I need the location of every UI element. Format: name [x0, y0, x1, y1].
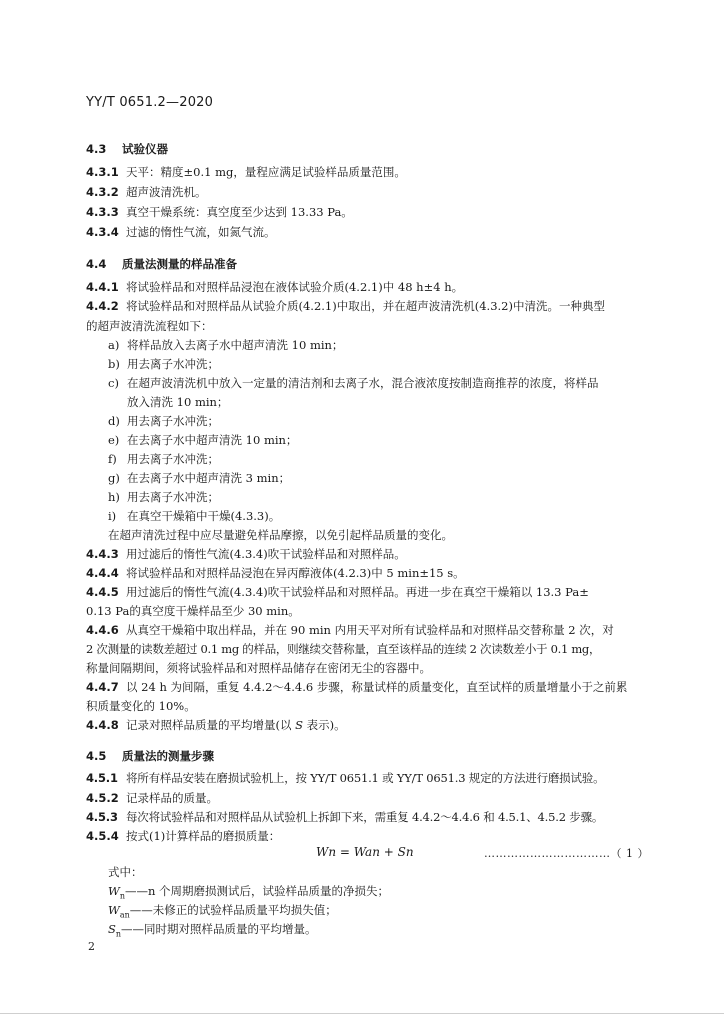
- clause-4-3-1: 4.3.1 天平：精度±0.1 mg，量程应满足试验样品质量范围。: [86, 165, 406, 179]
- clause-4-5-2: 4.5.2 记录样品的质量。: [86, 791, 218, 805]
- section-4-5-heading: 4.5 质量法的测量步骤: [86, 749, 214, 763]
- section-4-3-heading: 4.3 试验仪器: [86, 142, 168, 156]
- clause-4-3-2: 4.3.2 超声波清洗机。: [86, 185, 207, 199]
- clause-4-4-7: 4.4.7 以 24 h 为间隔，重复 4.4.2～4.4.6 步骤，称量试样的质量变化，直至试样的质量增量小于之前累: [86, 680, 628, 694]
- step-c: c) 在超声波清洗机中放入一定量的清洁剂和去离子水，混合液浓度按制造商推荐的浓度，将样品: [108, 376, 599, 390]
- clause-4-5-1: 4.5.1 将所有样品安装在磨损试验机上，按 YY/T 0651.1 或 YY/T 0651.3 规定的方法进行磨损试验。: [86, 771, 605, 785]
- where-label: 式中：: [108, 865, 143, 879]
- clause-4-5-3: 4.5.3 每次将试验样品和对照样品从试验机上拆卸下来，需重复 4.4.2～4.4.6 和 4.5.1、4.5.2 步骤。: [86, 810, 604, 824]
- step-e: e) 在去离子水中超声清洗 10 min；: [108, 433, 298, 447]
- clause-4-4-2-cont: 的超声波清洗流程如下：: [86, 319, 213, 333]
- clause-4-4-5: 4.4.5 用过滤后的惰性气流(4.3.4)吹干试验样品和对照样品。再进一步在真空干燥箱以 13.3 Pa±: [86, 585, 589, 599]
- definition-wn: $W_n——n$ 个周期磨损测试后，试验样品质量的净损失；: [108, 884, 390, 901]
- standard-number: YY/T 0651.2—2020: [86, 95, 214, 110]
- clause-4-3-3: 4.3.3 真空干燥系统：真空度至少达到 13.33 Pa。: [86, 205, 353, 219]
- step-c-cont: 放入清洗 10 min；: [127, 395, 229, 409]
- clause-4-4-6: 4.4.6 从真空干燥箱中取出样品，并在 90 min 内用天平对所有试验样品和对照样品交替称量 2 次，对: [86, 623, 614, 637]
- clause-4-4-2: 4.4.2 将试验样品和对照样品从试验介质(4.2.1)中取出，并在超声波清洗机(4.3.2)中清洗。一种典型: [86, 299, 605, 313]
- page-bottom-rule: [0, 1013, 724, 1014]
- cleaning-note: 在超声清洗过程中应尽量避免样品摩擦，以免引起样品质量的变化。: [108, 528, 453, 542]
- clause-4-4-4: 4.4.4 将试验样品和对照样品浸泡在异丙醇液体(4.2.3)中 5 min±15 s。: [86, 566, 465, 580]
- clause-4-4-8: 4.4.8 记录对照样品质量的平均增量(以 S 表示)。: [86, 718, 346, 732]
- step-h: h) 用去离子水冲洗；: [108, 490, 219, 504]
- step-a: a) 将样品放入去离子水中超声清洗 10 min；: [108, 338, 344, 352]
- clause-4-4-3: 4.4.3 用过滤后的惰性气流(4.3.4)吹干试验样品和对照样品。: [86, 547, 406, 561]
- step-b: b) 用去离子水冲洗；: [108, 357, 219, 371]
- step-f: f) 用去离子水冲洗；: [108, 452, 219, 466]
- page-number: 2: [88, 940, 95, 953]
- clause-4-4-5-cont: 0.13 Pa的真空度干燥样品至少 30 min。: [86, 604, 300, 618]
- clause-4-4-1: 4.4.1 将试验样品和对照样品浸泡在液体试验介质(4.2.1)中 48 h±4 h。: [86, 280, 464, 294]
- clause-4-5-4: 4.5.4 按式(1)计算样品的磨损质量：: [86, 829, 281, 843]
- section-4-4-heading: 4.4 质量法测量的样品准备: [86, 257, 237, 271]
- step-i: i) 在真空干燥箱中干燥(4.3.3)。: [108, 509, 281, 523]
- clause-4-4-6-cont-1: 2 次测量的读数差超过 0.1 mg 的样品，则继续交替称量，直至该样品的连续 2 次读数差小于 0.1 mg，: [86, 642, 601, 656]
- clause-4-4-6-cont-2: 称量间隔期间，须将试验样品和对照样品储存在密闭无尘的容器中。: [86, 661, 431, 675]
- step-g: g) 在去离子水中超声清洗 3 min；: [108, 471, 291, 485]
- definition-sn: $S_n——$同时期对照样品质量的平均增量。: [108, 922, 317, 939]
- clause-4-3-4: 4.3.4 过滤的惰性气流，如氮气流。: [86, 225, 276, 239]
- formula-number: ……………………………（ 1 ）: [484, 847, 649, 860]
- step-d: d) 用去离子水冲洗；: [108, 414, 219, 428]
- formula-1: Wn = Wan + Sn: [316, 845, 414, 859]
- definition-wan: $W_{an}——$未修正的试验样品质量平均损失值；: [108, 903, 337, 920]
- clause-4-4-7-cont: 积质量变化的 10%。: [86, 699, 196, 713]
